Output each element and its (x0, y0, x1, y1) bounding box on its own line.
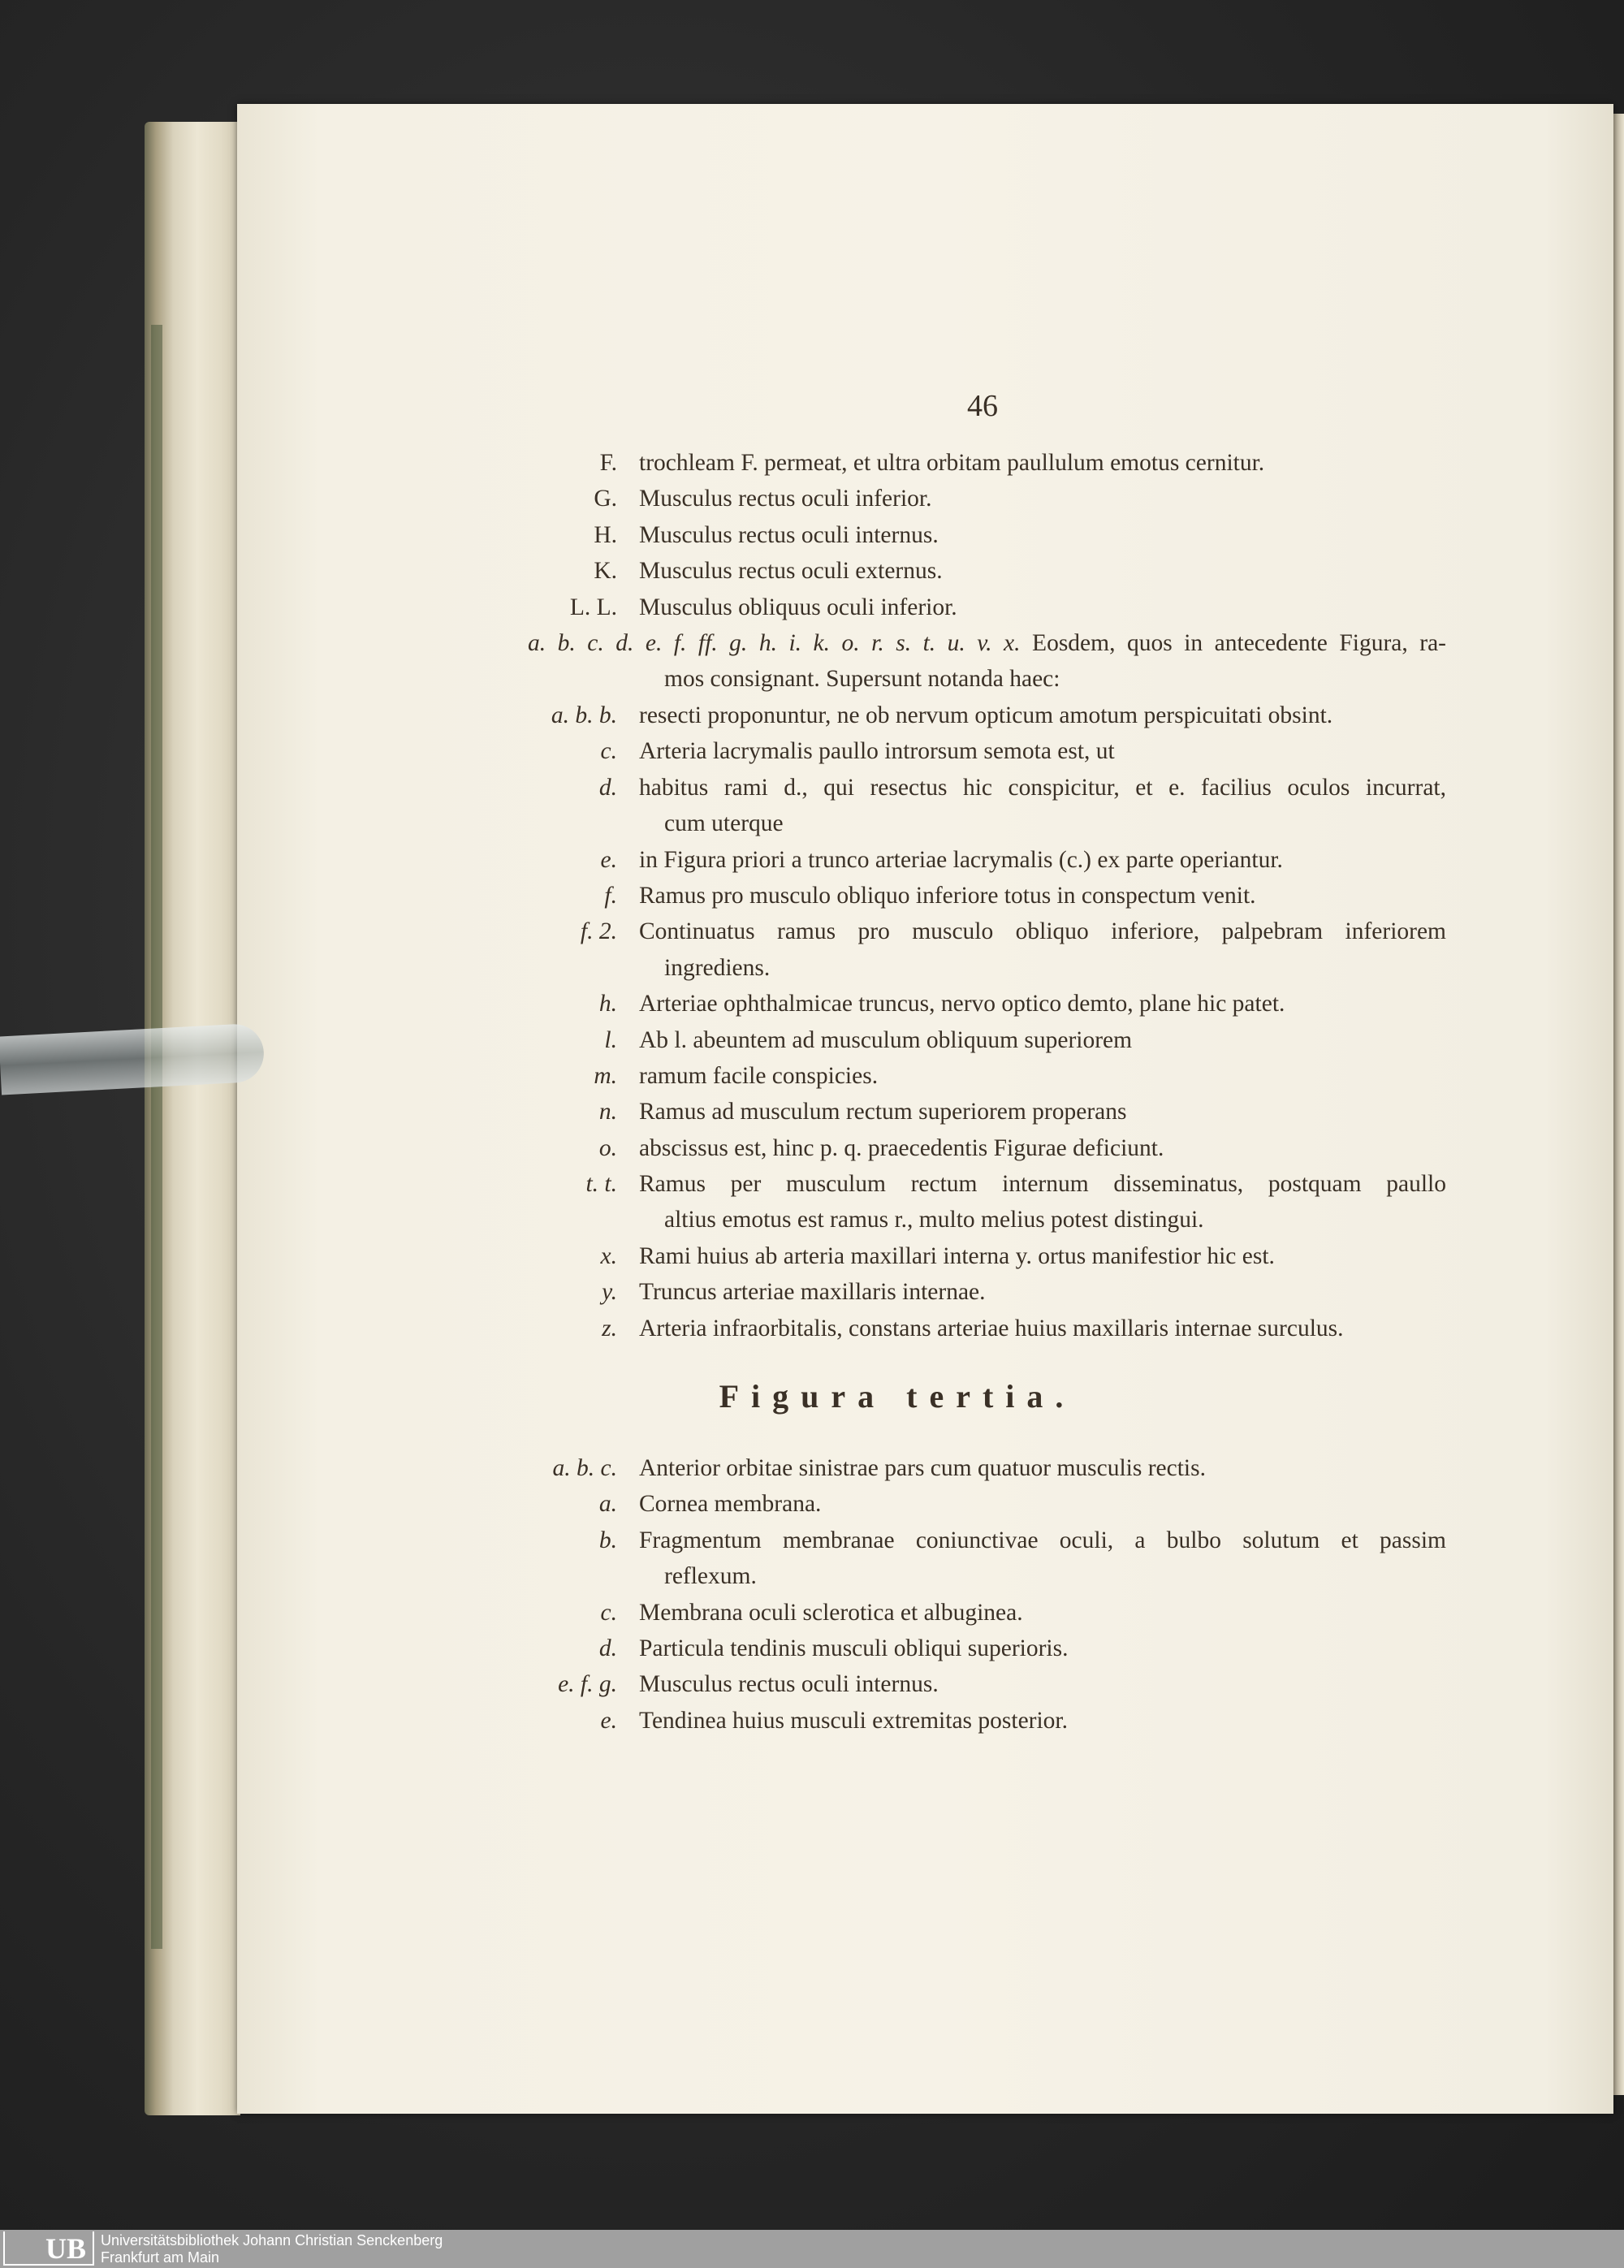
entry-text-continued: altius emotus est ramus r., multo melius potest distingui. (664, 1207, 1204, 1233)
legend-entries-figura-tertia (0, 1450, 1624, 1739)
entry-text: Rami huius ab arteria maxillari interna y. ortus manifestior hic est. (639, 1242, 1275, 1269)
entry-text: Musculus rectus oculi inferior. (639, 486, 932, 512)
legend-row (0, 1130, 1624, 1166)
library-footer (0, 2230, 1624, 2268)
legend-entries-top (0, 445, 1624, 625)
legend-row (0, 986, 1624, 1022)
legend-row (0, 1166, 1624, 1202)
entry-label: H. (594, 521, 617, 548)
entry-label: f. (604, 882, 617, 909)
legend-row (0, 1595, 1624, 1631)
legend-row (0, 878, 1624, 914)
legend-row (0, 1666, 1624, 1702)
entry-label: y. (602, 1279, 617, 1306)
entry-label: K. (594, 558, 617, 585)
entry-text: Arteria lacrymalis paullo introrsum semota est, ut (639, 738, 1115, 765)
entry-text: Particula tendinis musculi obliqui superioris. (639, 1635, 1069, 1661)
legend-row (0, 950, 1624, 986)
legend-row (0, 481, 1624, 516)
entry-label: L. L. (569, 594, 617, 620)
entry-label: n. (598, 1099, 617, 1125)
legend-row (0, 661, 1624, 697)
legend-row (0, 1058, 1624, 1094)
entry-label: b. (598, 1527, 617, 1553)
entry-text: Eosdem, quos in antecedente Figura, ra- (1032, 630, 1447, 656)
legend-row (0, 1486, 1624, 1522)
entry-label: a. b. b. (551, 702, 617, 728)
entry-text: Tendinea huius musculi extremitas posterior. (639, 1707, 1069, 1734)
legend-row (0, 914, 1624, 949)
entry-label: a. (598, 1491, 617, 1518)
entry-label: o. (598, 1134, 617, 1161)
entry-text-continued: mos consignant. Supersunt notanda haec: (664, 666, 1060, 693)
entry-text: Continuatus ramus pro musculo obliquo inferiore, palpebram inferiorem (639, 918, 1446, 945)
library-location: Frankfurt am Main (101, 2249, 220, 2266)
legend-entries (0, 698, 1624, 1346)
entry-label: G. (594, 486, 617, 512)
entry-text: Ramus ad musculum rectum superiorem properans (639, 1099, 1127, 1125)
entry-text: Membrana oculi sclerotica et albuginea. (639, 1599, 1023, 1626)
entry-text-continued: ingrediens. (664, 954, 771, 981)
entry-text: trochleam F. permeat, et ultra orbitam paullulum emotus cernitur. (639, 450, 1265, 476)
legend-row (0, 1274, 1624, 1310)
entry-text: Arteria infraorbitalis, constans arteriae huius maxillaris internae surculus. (639, 1315, 1344, 1341)
entry-text: ramum facile conspicies. (639, 1062, 879, 1089)
legend-row (0, 770, 1624, 806)
page-number: 46 (967, 389, 998, 423)
entry-label: m. (594, 1062, 617, 1089)
entry-label: f. 2. (580, 918, 617, 945)
entry-text: Fragmentum membranae coniunctivae oculi, a bulbo solutum et passim (639, 1527, 1446, 1553)
entry-label: c. (600, 1599, 617, 1626)
library-name: Universitätsbibliothek Johann Christian Senckenberg (101, 2232, 443, 2249)
entry-text: Ab l. abeuntem ad musculum obliquum superiorem (639, 1026, 1133, 1053)
legend-row (0, 1703, 1624, 1739)
legend-row (0, 842, 1624, 878)
legend-row (0, 1022, 1624, 1058)
entry-text: Ramus pro musculo obliquo inferiore totus in conspectum venit. (639, 882, 1256, 909)
entry-text-continued: reflexum. (664, 1563, 757, 1590)
entry-label: z. (602, 1315, 617, 1341)
legend-row (0, 445, 1624, 481)
entry-text: Musculus obliquus oculi inferior. (639, 594, 957, 620)
entry-label: d. (598, 1635, 617, 1661)
entry-text: Arteriae ophthalmicae truncus, nervo optico demto, plane hic patet. (639, 991, 1285, 1017)
entry-label: a. b. c. d. e. f. ff. g. h. i. k. o. r. s. t. u. v. x. (528, 630, 1021, 656)
entry-text: in Figura priori a trunco arteriae lacrymalis (c.) ex parte operiantur. (639, 846, 1283, 873)
entry-label: t. t. (585, 1171, 617, 1198)
entry-text: habitus rami d., qui resectus hic conspicitur, et e. facilius oculos incurrat, (639, 774, 1446, 801)
legend-entry-group (0, 625, 1624, 698)
ub-logo: UB (3, 2231, 94, 2266)
entry-text: Musculus rectus oculi externus. (639, 558, 943, 585)
legend-row (0, 1558, 1624, 1594)
legend-row (0, 517, 1624, 553)
entry-text: Musculus rectus oculi internus. (639, 521, 939, 548)
entry-label: e. (600, 1707, 617, 1734)
entry-text: abscissus est, hinc p. q. praecedentis Figurae deficiunt. (639, 1134, 1164, 1161)
entry-label: l. (604, 1026, 617, 1053)
entry-label: e. f. g. (558, 1671, 617, 1698)
entry-label: e. (600, 846, 617, 873)
entry-label: h. (598, 991, 617, 1017)
legend-row (0, 733, 1624, 769)
legend-row (0, 1523, 1624, 1558)
entry-text: Anterior orbitae sinistrae pars cum quatuor musculis rectis. (639, 1455, 1206, 1481)
legend-row (0, 698, 1624, 733)
entry-text: Truncus arteriae maxillaris internae. (639, 1279, 986, 1306)
section-heading: Figura tertia. (719, 1378, 1076, 1415)
legend-row (0, 1094, 1624, 1130)
legend-row (0, 1311, 1624, 1346)
entry-label: c. (600, 738, 617, 765)
legend-row (0, 1202, 1624, 1238)
legend-row (0, 590, 1624, 625)
legend-row (0, 625, 1624, 661)
entry-text: Musculus rectus oculi internus. (639, 1671, 939, 1698)
entry-label: F. (599, 450, 617, 476)
entry-text-continued: cum uterque (664, 810, 784, 837)
legend-row (0, 1631, 1624, 1666)
legend-row (0, 1450, 1624, 1486)
entry-text: resecti proponuntur, ne ob nervum opticum amotum perspicuitati obsint. (639, 702, 1333, 728)
entry-text: Cornea membrana. (639, 1491, 822, 1518)
legend-row (0, 806, 1624, 841)
entry-text: Ramus per musculum rectum internum disseminatus, postquam paullo (639, 1171, 1446, 1198)
legend-row (0, 1238, 1624, 1274)
entry-label: a. b. c. (552, 1455, 617, 1481)
legend-row (0, 553, 1624, 589)
entry-label: x. (600, 1242, 617, 1269)
entry-label: d. (598, 774, 617, 801)
